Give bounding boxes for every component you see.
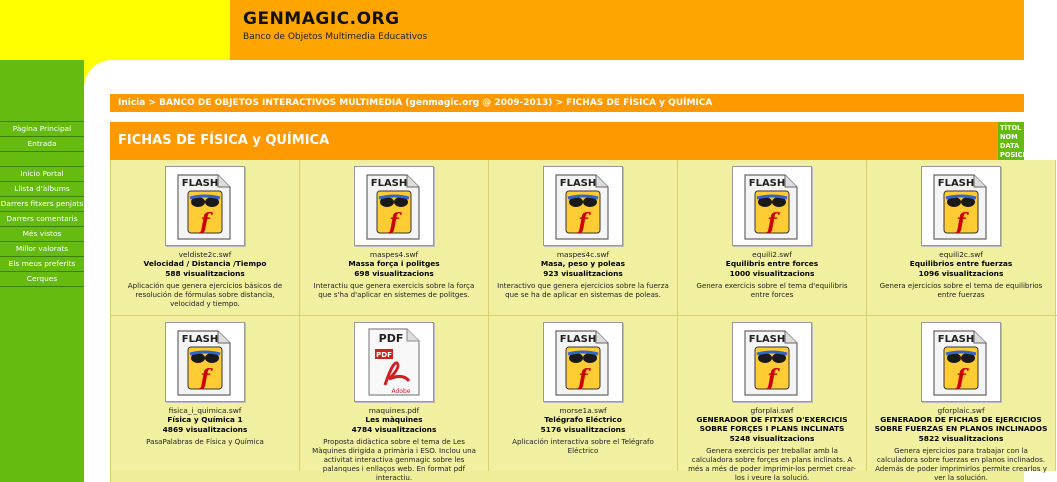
file-description: Genera ejercicios sobre el tema de equilibrios entre fuerzas [879,281,1043,299]
svg-text:FLASH: FLASH [181,178,219,189]
sort-by-name[interactable]: NOM [1000,133,1018,141]
file-description: PasaPalabras de Física y Química [146,437,264,446]
file-name: maspes4.swf [369,250,419,259]
flash-file-icon[interactable] [354,166,434,246]
file-title: Telégrafo Eléctrico [544,415,622,424]
file-card [489,316,678,471]
view-count: 698 visualitzacions [354,269,434,278]
file-name: veldiste2c.swf [178,250,232,259]
flash-file-icon[interactable] [921,322,1001,402]
svg-text:FLASH: FLASH [559,334,597,345]
file-title: Les màquines [365,415,423,424]
sort-by-position[interactable]: POSICIÓ [1000,151,1031,159]
svg-text:FLASH: FLASH [748,178,786,189]
view-count: 1000 visualitzacions [729,269,815,278]
thumbnail-row [111,315,1057,482]
sort-by-title[interactable]: TÍTOL [1000,124,1022,132]
view-count: 923 visualitzacions [543,269,623,278]
file-description: Aplicación interactiva sobre el Telégrafo Eléctrico [512,437,654,455]
sidebar-item-top-rated[interactable]: Millor valorats [0,242,84,257]
svg-text:f: f [200,209,210,235]
sidebar-item-favorites[interactable]: Els meus preferits [0,257,84,272]
flash-file-icon[interactable] [165,166,245,246]
svg-text:f: f [767,209,777,235]
view-count: 5248 visualitzacions [729,434,815,443]
thumbnail-grid [110,160,1048,482]
file-card [300,316,489,482]
file-name: gforplai.swf [750,406,794,415]
file-title: Equilibris entre forces [725,259,819,268]
sidebar-item-home[interactable]: Pàgina Principal [0,122,84,137]
flash-file-icon[interactable] [732,322,812,402]
file-card [678,160,867,315]
flash-file-icon[interactable] [543,322,623,402]
file-title: Masa, peso y poleas [540,259,626,268]
sort-by-date[interactable]: DATA [1000,142,1020,150]
svg-text:f: f [767,365,777,391]
svg-text:FLASH: FLASH [559,178,597,189]
file-card [678,316,867,482]
sidebar-group-portal [0,166,84,287]
file-name: maquines.pdf [368,406,420,415]
svg-text:FLASH: FLASH [370,178,408,189]
sidebar-item-album-list[interactable]: Llista d'àlbums [0,182,84,197]
file-name: fisica_i_quimica.swf [168,406,242,415]
svg-text:PDF: PDF [378,332,404,345]
view-count: 588 visualitzacions [165,269,245,278]
sidebar-item-last-uploads[interactable]: Darrers fitxers penjats [0,197,84,212]
file-title: Massa força i politges [348,259,440,268]
flash-file-icon[interactable] [165,322,245,402]
sidebar-group-main [0,121,84,152]
file-card [300,160,489,315]
flash-file-icon[interactable] [732,166,812,246]
site-title: GENMAGIC.ORG [243,9,400,29]
svg-text:FLASH: FLASH [937,334,975,345]
svg-text:PDF: PDF [376,351,392,359]
view-count: 5176 visualitzacions [540,425,626,434]
flash-file-icon[interactable] [543,166,623,246]
sidebar-item-search[interactable]: Cerques [0,272,84,287]
file-card [111,160,300,315]
file-title: Equilibrios entre fuerzas [909,259,1013,268]
file-name: equili2.swf [752,250,792,259]
file-card [489,160,678,315]
file-name: equili2c.swf [939,250,983,259]
svg-text:f: f [200,365,210,391]
pdf-file-icon[interactable] [354,322,434,402]
file-description: Interactivo que genera ejercicios sobre la fuerza que se ha de aplicar en sistemas de poleas. [497,281,669,299]
site-subtitle: Banco de Objetos Multimedia Educativos [243,32,428,42]
file-description: Interactiu que genera exercicis sobre la força que s'ha d'aplicar en sistemes de politges. [313,281,475,299]
file-description: Aplicación que genera ejercicios básicos de resolución de fórmulas sobre distancia, velocidad y tiempo. [127,281,283,308]
svg-text:FLASH: FLASH [937,178,975,189]
svg-text:f: f [578,209,588,235]
file-title: Velocidad / Distancia /Tiempo [143,259,267,268]
file-description: Genera exercicis per treballar amb la calculadora sobre forçes en plans inclinats. A més a més de poder imprimir-los permet crear-los i veure la solució. [688,446,856,482]
sort-options [998,122,1031,160]
file-title: Física y Química 1 [167,415,243,424]
sidebar-item-login[interactable]: Entrada [0,137,84,152]
page-title: FICHAS DE FÍSICA y QUÍMICA [118,133,330,148]
file-card [111,316,300,471]
thumbnail-row [111,160,1057,315]
svg-text:FLASH: FLASH [181,334,219,345]
view-count: 1096 visualitzacions [918,269,1004,278]
view-count: 4784 visualitzacions [351,425,437,434]
svg-text:f: f [578,365,588,391]
breadcrumb[interactable]: Inicia > BANCO DE OBJETOS INTERACTIVOS MULTIMEDIA (genmagic.org @ 2009-2013) > FICHAS DE FÍSICA y QUÍMICA [110,94,1024,112]
file-title: GENERADOR DE FICHAS DE EJERCICIOS SOBRE FUERZAS EN PLANOS INCLINADOS [874,415,1048,433]
sidebar-item-most-viewed[interactable]: Més vistos [0,227,84,242]
file-description: Genera ejercicios para trabajar con la calculadora sobre fuerzas en planos inclinados. Además de poder imprimirlos permite crearlos y ver la solución. [875,446,1047,482]
sidebar-item-last-comments[interactable]: Darrers comentaris [0,212,84,227]
sidebar-item-portal-home[interactable]: Inicio Portal [0,167,84,182]
svg-text:Adobe: Adobe [391,388,411,395]
file-name: maspes4c.swf [556,250,610,259]
album-header [110,122,1031,160]
sidebar-gap [0,152,84,166]
svg-text:f: f [956,365,966,391]
svg-text:f: f [956,209,966,235]
file-title: GENERADOR DE FITXES D'EXERCICIS SOBRE FORÇES I PLANS INCLINATS [696,415,848,433]
file-card [867,316,1056,482]
file-description: Genera exercicis sobre el tema d'equilibris entre forces [696,281,848,299]
file-name: gforplaic.swf [937,406,985,415]
file-name: morse1a.swf [559,406,607,415]
view-count: 5822 visualitzacions [918,434,1004,443]
view-count: 4869 visualitzacions [162,425,248,434]
file-description: Proposta didàctica sobre el tema de Les Màquines dirigida a primària i ESO. Inclou una activitat interactiva genmagic sobre les palanques i enllaços web. En format pdf interactiu. [312,437,476,482]
svg-text:FLASH: FLASH [748,334,786,345]
svg-text:f: f [389,209,399,235]
flash-file-icon[interactable] [921,166,1001,246]
file-card [867,160,1056,315]
sidebar-menu [0,121,84,287]
